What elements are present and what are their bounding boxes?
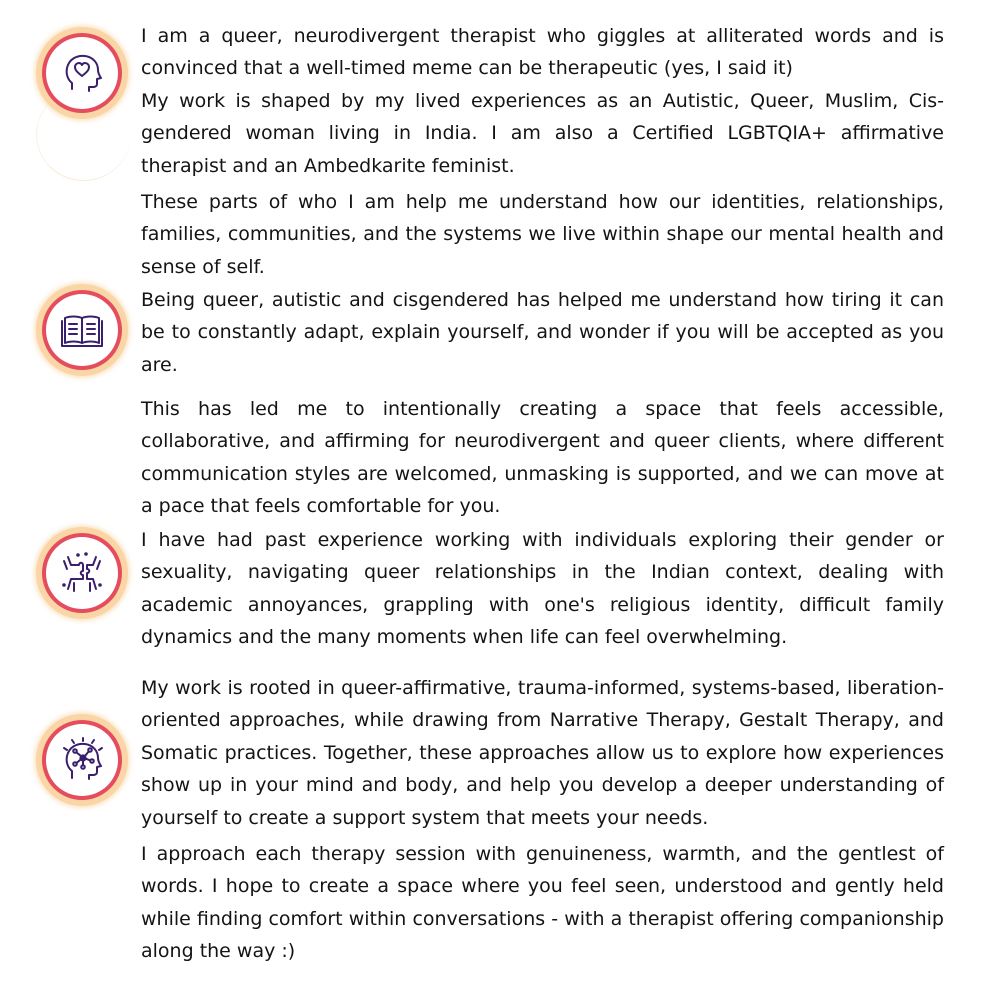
head-network-icon: [36, 714, 128, 806]
space-paragraph: This has led me to intentionally creating a space that feels accessible, collaborative, and affirming for neurodivergent and queer clients, where different communication styles are welcomed, unmasking is supported, and we can move at a pace that feels comfortable for you.: [141, 398, 944, 518]
experience-paragraph: Being queer, autistic and cisgendered has helped me understand how tiring it can be to constantly adapt, explain yourself, and wonder if you will be accepted as you are.: [141, 289, 944, 376]
approach-paragraph: My work is rooted in queer-affirmative, trauma-informed, systems-based, liberation-oriented approaches, while drawing from Narrative Therapy, Gestalt Therapy, and Somatic practices. Together, these approaches allow us to explore how experiences show up in your mind and body, and help you develop a deeper understanding of yourself to create a support system that meets your needs.: [141, 677, 944, 829]
session-paragraph: I approach each therapy session with genuineness, warmth, and the gentlest of words. I hope to create a space where you feel seen, understood and gently held while finding comfort within conversations - with a therapist offering companionship along the way :): [141, 843, 944, 963]
head-heart-icon: [36, 27, 128, 119]
identity-paragraph: My work is shaped by my lived experiences as an Autistic, Queer, Muslim, Cis-gendered woman living in India. I am also a Certified LGBTQIA+ affirmative therapist and an Ambedkarite feminist.: [141, 90, 944, 177]
open-book-icon: [36, 284, 128, 376]
puzzle-hands-icon: [36, 527, 128, 619]
identities-paragraph: These parts of who I am help me understand how our identities, relationships, families, communities, and the systems we live within shape our mental health and sense of self.: [141, 191, 944, 278]
past-experience-paragraph: I have had past experience working with individuals exploring their gender or sexuality, navigating queer relationships in the Indian context, dealing with academic annoyances, grappling with one's religious identity, difficult family dynamics and the many moments when life can feel overwhelming.: [141, 529, 944, 649]
intro-paragraph: I am a queer, neurodivergent therapist who giggles at alliterated words and is convinced that a well-timed meme can be therapeutic (yes, I said it): [141, 25, 944, 80]
